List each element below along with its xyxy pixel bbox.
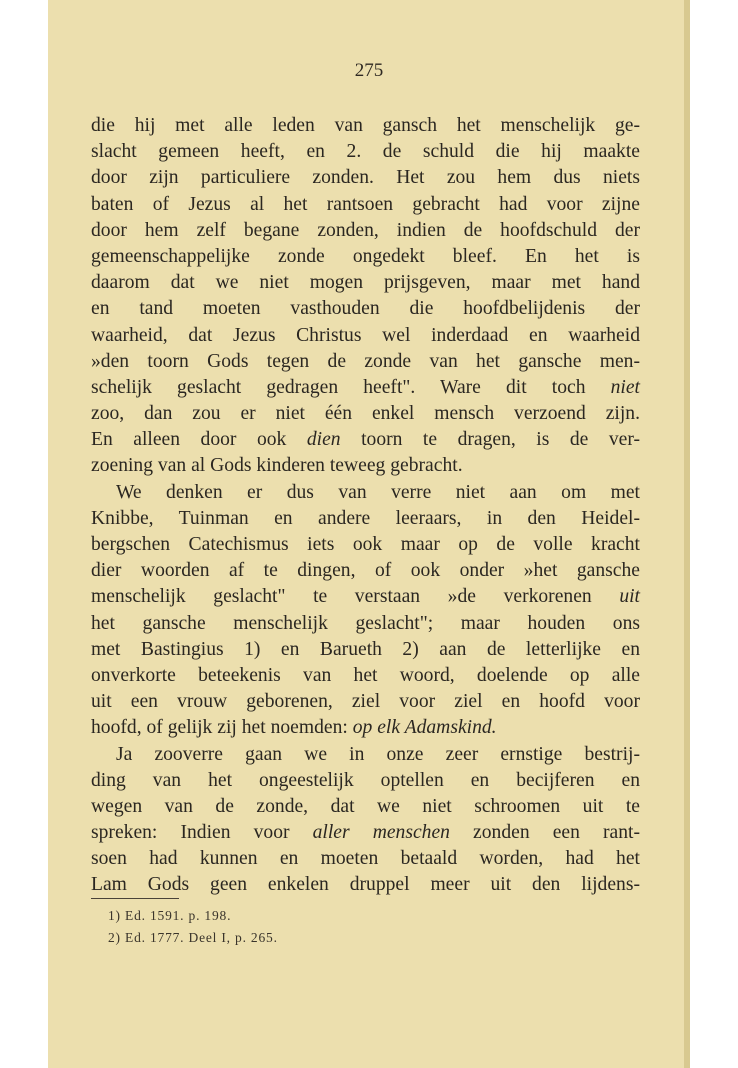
text-line: »den toorn Gods tegen de zonde van het gansche men- xyxy=(91,350,640,372)
page-edge-shadow xyxy=(684,0,690,1068)
text-line: zoo, dan zou er niet één enkel mensch verzoend zijn. xyxy=(91,403,640,425)
text-line: door zijn particuliere zonden. Het zou hem dus niets xyxy=(91,167,640,189)
book-page xyxy=(48,0,690,1068)
footnote-divider xyxy=(91,898,179,899)
text-line: daarom dat we niet mogen prijsgeven, maar met hand xyxy=(91,272,640,294)
text-line: spreken: Indien voor aller menschen zonden een rant- xyxy=(91,822,640,844)
page-number: 275 xyxy=(354,60,384,81)
text-line: dier woorden af te dingen, of ook onder »het gansche xyxy=(91,560,640,582)
text-line: met Bastingius 1) en Barueth 2) aan de letterlijke en xyxy=(91,638,640,660)
text-line: door hem zelf begane zonden, indien de hoofdschuld der xyxy=(91,219,640,241)
text-line: Knibbe, Tuinman en andere leeraars, in den Heidel- xyxy=(91,507,640,529)
text-line: gemeenschappelijke zonde ongedekt bleef. En het is xyxy=(91,245,640,267)
text-line: hoofd, of gelijk zij het noemden: op elk Adamskind. xyxy=(91,717,497,739)
text-line: schelijk geslacht gedragen heeft". Ware dit toch niet xyxy=(91,376,640,398)
text-line: onverkorte beteekenis van het woord, doelende op alle xyxy=(91,664,640,686)
text-line: en tand moeten vasthouden die hoofdbelijdenis der xyxy=(91,298,640,320)
footnotes xyxy=(108,905,278,949)
text-line: wegen van de zonde, dat we niet schroomen uit te xyxy=(91,795,640,817)
text-line: bergschen Catechismus iets ook maar op de volle kracht xyxy=(91,534,640,555)
text-line: het gansche menschelijk geslacht"; maar houden ons xyxy=(91,612,640,634)
text-line: Ja zooverre gaan we in onze zeer ernstige bestrij- xyxy=(116,743,640,765)
text-line: menschelijk geslacht" te verstaan »de verkorenen uit xyxy=(91,586,640,608)
text-line: Lam Gods geen enkelen druppel meer uit den lijdens- xyxy=(91,874,640,896)
text-line: En alleen door ook dien toorn te dragen, is de ver- xyxy=(91,429,640,451)
footnote: 1) Ed. 1591. p. 198. xyxy=(108,908,232,923)
text-line: soen had kunnen en moeten betaald worden, had het xyxy=(91,848,640,870)
footnote: 2) Ed. 1777. Deel I, p. 265. xyxy=(108,930,278,945)
text-line: waarheid, dat Jezus Christus wel inderdaad en waarheid xyxy=(91,324,640,346)
text-line: uit een vrouw geborenen, ziel voor ziel en hoofd voor xyxy=(91,691,640,713)
text-line: ding van het ongeestelijk optellen en becijferen en xyxy=(91,769,640,791)
body-text xyxy=(91,113,640,899)
text-line: slacht gemeen heeft, en 2. de schuld die hij maakte xyxy=(91,141,640,163)
text-line: baten of Jezus al het rantsoen gebracht had voor zijne xyxy=(91,193,640,215)
text-line: We denken er dus van verre niet aan om met xyxy=(116,481,640,503)
text-line: die hij met alle leden van gansch het menschelijk ge- xyxy=(91,115,640,136)
text-line: zoening van al Gods kinderen teweeg gebracht. xyxy=(91,455,463,477)
